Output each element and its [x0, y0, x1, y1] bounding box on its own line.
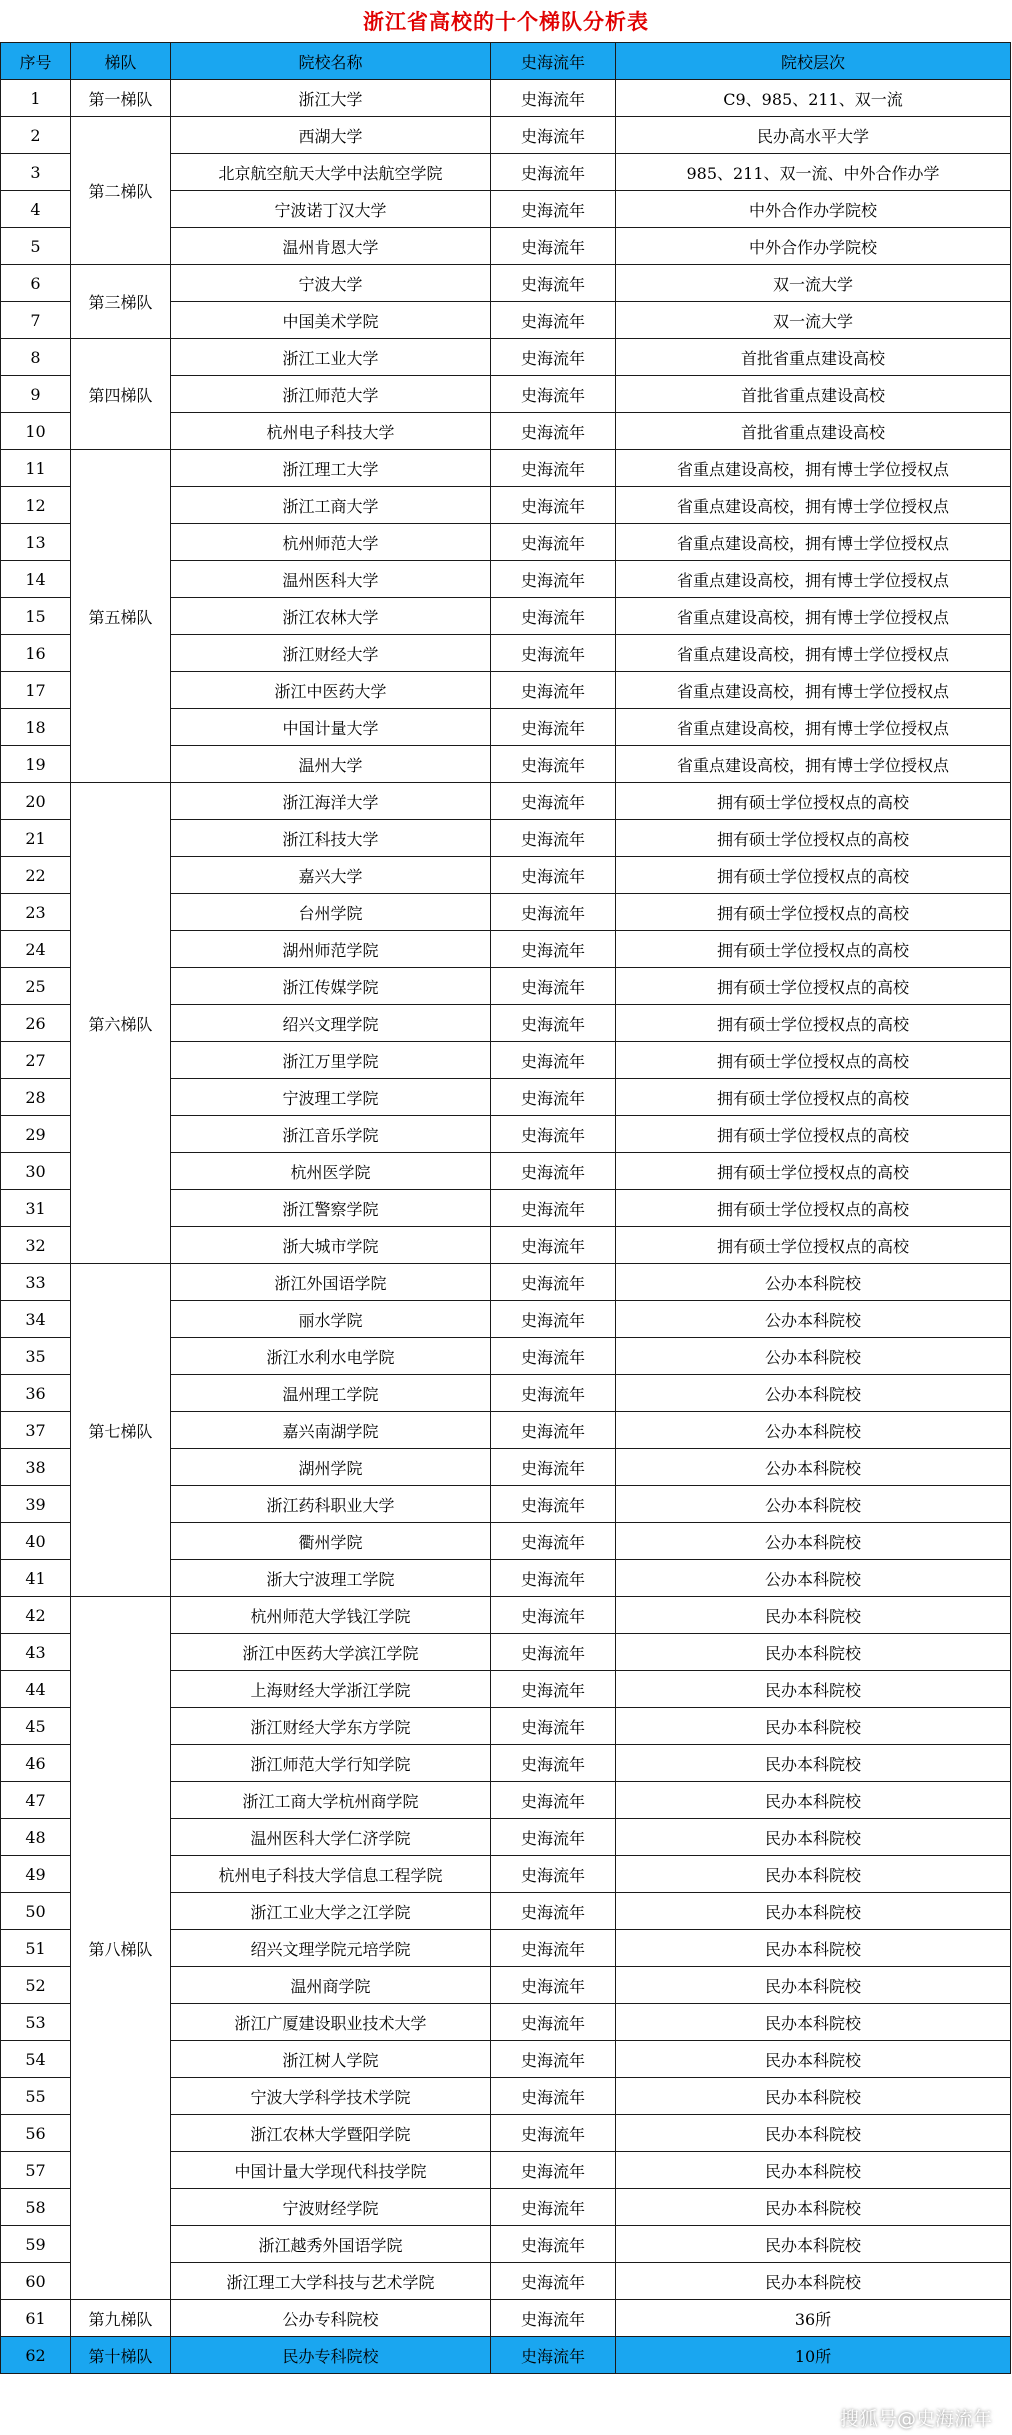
row-no-cell: 7: [1, 302, 71, 339]
row-no-cell: 6: [1, 265, 71, 302]
row-no-cell: 42: [1, 1597, 71, 1634]
row-no-cell: 60: [1, 2263, 71, 2300]
school-level-cell: 拥有硕士学位授权点的高校: [616, 1042, 1011, 1079]
table-row: [1, 783, 1011, 820]
table-header: [1, 43, 1011, 80]
row-no-cell: 25: [1, 968, 71, 1005]
school-level-cell: 民办本科院校: [616, 2189, 1011, 2226]
school-level-cell: 省重点建设高校，拥有博士学位授权点: [616, 524, 1011, 561]
author-cell: 史海流年: [491, 1634, 616, 1671]
row-no-cell: 4: [1, 191, 71, 228]
school-level-cell: 首批省重点建设高校: [616, 339, 1011, 376]
school-level-cell: 公办本科院校: [616, 1560, 1011, 1597]
school-name-cell: 浙江师范大学行知学院: [171, 1745, 491, 1782]
school-level-cell: 民办本科院校: [616, 1634, 1011, 1671]
school-name-cell: 浙江海洋大学: [171, 783, 491, 820]
school-level-cell: 双一流大学: [616, 302, 1011, 339]
school-name-cell: 温州肯恩大学: [171, 228, 491, 265]
author-cell: 史海流年: [491, 1227, 616, 1264]
school-level-cell: 民办本科院校: [616, 2041, 1011, 2078]
row-no-cell: 62: [1, 2337, 71, 2374]
school-level-cell: 985、211、双一流、中外合作办学: [616, 154, 1011, 191]
author-cell: 史海流年: [491, 1782, 616, 1819]
author-cell: 史海流年: [491, 487, 616, 524]
row-no-cell: 50: [1, 1893, 71, 1930]
author-cell: 史海流年: [491, 746, 616, 783]
school-level-cell: 双一流大学: [616, 265, 1011, 302]
school-level-cell: 10所: [616, 2337, 1011, 2374]
author-cell: 史海流年: [491, 376, 616, 413]
author-cell: 史海流年: [491, 1153, 616, 1190]
row-no-cell: 1: [1, 80, 71, 117]
row-no-cell: 22: [1, 857, 71, 894]
page-title: 浙江省高校的十个梯队分析表: [363, 9, 649, 34]
table-row: [1, 339, 1011, 376]
school-name-cell: 西湖大学: [171, 117, 491, 154]
school-name-cell: 浙江警察学院: [171, 1190, 491, 1227]
school-level-cell: 公办本科院校: [616, 1523, 1011, 1560]
school-name-cell: 浙大城市学院: [171, 1227, 491, 1264]
school-name-cell: 浙江越秀外国语学院: [171, 2226, 491, 2263]
row-no-cell: 46: [1, 1745, 71, 1782]
author-cell: 史海流年: [491, 2152, 616, 2189]
row-no-cell: 12: [1, 487, 71, 524]
row-no-cell: 57: [1, 2152, 71, 2189]
author-cell: 史海流年: [491, 1301, 616, 1338]
school-name-cell: 绍兴文理学院: [171, 1005, 491, 1042]
school-name-cell: 温州理工学院: [171, 1375, 491, 1412]
school-name-cell: 宁波诺丁汉大学: [171, 191, 491, 228]
row-no-cell: 31: [1, 1190, 71, 1227]
school-name-cell: 温州商学院: [171, 1967, 491, 2004]
school-level-cell: 省重点建设高校，拥有博士学位授权点: [616, 635, 1011, 672]
row-no-cell: 32: [1, 1227, 71, 1264]
table-row: [1, 80, 1011, 117]
school-level-cell: 公办本科院校: [616, 1449, 1011, 1486]
row-no-cell: 55: [1, 2078, 71, 2115]
school-name-cell: 杭州电子科技大学: [171, 413, 491, 450]
school-name-cell: 浙江农林大学暨阳学院: [171, 2115, 491, 2152]
school-name-cell: 浙江药科职业大学: [171, 1486, 491, 1523]
row-no-cell: 35: [1, 1338, 71, 1375]
school-name-cell: 北京航空航天大学中法航空学院: [171, 154, 491, 191]
school-level-cell: 拥有硕士学位授权点的高校: [616, 857, 1011, 894]
header-level: 院校层次: [616, 43, 1011, 80]
school-name-cell: 浙江外国语学院: [171, 1264, 491, 1301]
school-level-cell: C9、985、211、双一流: [616, 80, 1011, 117]
author-cell: 史海流年: [491, 1042, 616, 1079]
author-cell: 史海流年: [491, 1338, 616, 1375]
school-name-cell: 杭州医学院: [171, 1153, 491, 1190]
school-level-cell: 首批省重点建设高校: [616, 413, 1011, 450]
author-cell: 史海流年: [491, 2263, 616, 2300]
author-cell: 史海流年: [491, 1079, 616, 1116]
author-cell: 史海流年: [491, 1005, 616, 1042]
author-cell: 史海流年: [491, 2078, 616, 2115]
school-level-cell: 省重点建设高校，拥有博士学位授权点: [616, 561, 1011, 598]
school-level-cell: 公办本科院校: [616, 1375, 1011, 1412]
school-name-cell: 湖州师范学院: [171, 931, 491, 968]
author-cell: 史海流年: [491, 413, 616, 450]
school-level-cell: 民办本科院校: [616, 2115, 1011, 2152]
school-name-cell: 宁波大学: [171, 265, 491, 302]
school-name-cell: 浙江万里学院: [171, 1042, 491, 1079]
row-no-cell: 39: [1, 1486, 71, 1523]
author-cell: 史海流年: [491, 339, 616, 376]
school-level-cell: 公办本科院校: [616, 1264, 1011, 1301]
author-cell: 史海流年: [491, 191, 616, 228]
author-cell: 史海流年: [491, 1116, 616, 1153]
row-no-cell: 33: [1, 1264, 71, 1301]
school-name-cell: 浙江工商大学杭州商学院: [171, 1782, 491, 1819]
school-name-cell: 浙江中医药大学: [171, 672, 491, 709]
school-level-cell: 民办本科院校: [616, 1856, 1011, 1893]
author-cell: 史海流年: [491, 598, 616, 635]
school-level-cell: 拥有硕士学位授权点的高校: [616, 1079, 1011, 1116]
row-no-cell: 34: [1, 1301, 71, 1338]
row-no-cell: 9: [1, 376, 71, 413]
tier-cell: 第二梯队: [71, 117, 171, 265]
row-no-cell: 5: [1, 228, 71, 265]
school-level-cell: 公办本科院校: [616, 1338, 1011, 1375]
row-no-cell: 27: [1, 1042, 71, 1079]
school-name-cell: 中国美术学院: [171, 302, 491, 339]
row-no-cell: 3: [1, 154, 71, 191]
row-no-cell: 13: [1, 524, 71, 561]
author-cell: 史海流年: [491, 2337, 616, 2374]
school-level-cell: 民办本科院校: [616, 1708, 1011, 1745]
school-name-cell: 浙江财经大学: [171, 635, 491, 672]
tier-cell: 第十梯队: [71, 2337, 171, 2374]
author-cell: 史海流年: [491, 1597, 616, 1634]
school-name-cell: 绍兴文理学院元培学院: [171, 1930, 491, 1967]
row-no-cell: 52: [1, 1967, 71, 2004]
author-cell: 史海流年: [491, 561, 616, 598]
row-no-cell: 8: [1, 339, 71, 376]
school-level-cell: 民办高水平大学: [616, 117, 1011, 154]
table-row: [1, 1264, 1011, 1301]
school-level-cell: 拥有硕士学位授权点的高校: [616, 931, 1011, 968]
school-name-cell: 宁波大学科学技术学院: [171, 2078, 491, 2115]
school-name-cell: 中国计量大学: [171, 709, 491, 746]
author-cell: 史海流年: [491, 265, 616, 302]
watermark: 搜狐号@史海流年: [839, 2408, 992, 2430]
row-no-cell: 26: [1, 1005, 71, 1042]
school-name-cell: 浙江工业大学之江学院: [171, 1893, 491, 1930]
school-level-cell: 公办本科院校: [616, 1412, 1011, 1449]
school-name-cell: 浙江大学: [171, 80, 491, 117]
author-cell: 史海流年: [491, 2226, 616, 2263]
school-level-cell: 公办本科院校: [616, 1486, 1011, 1523]
author-cell: 史海流年: [491, 894, 616, 931]
tier-cell: 第六梯队: [71, 783, 171, 1264]
tier-cell: 第九梯队: [71, 2300, 171, 2337]
author-cell: 史海流年: [491, 1671, 616, 1708]
school-name-cell: 中国计量大学现代科技学院: [171, 2152, 491, 2189]
school-name-cell: 丽水学院: [171, 1301, 491, 1338]
school-level-cell: 拥有硕士学位授权点的高校: [616, 783, 1011, 820]
row-no-cell: 11: [1, 450, 71, 487]
author-cell: 史海流年: [491, 1745, 616, 1782]
school-name-cell: 嘉兴南湖学院: [171, 1412, 491, 1449]
row-no-cell: 20: [1, 783, 71, 820]
school-level-cell: 省重点建设高校，拥有博士学位授权点: [616, 487, 1011, 524]
school-name-cell: 浙江工商大学: [171, 487, 491, 524]
author-cell: 史海流年: [491, 1819, 616, 1856]
school-level-cell: 民办本科院校: [616, 2004, 1011, 2041]
row-no-cell: 16: [1, 635, 71, 672]
author-cell: 史海流年: [491, 931, 616, 968]
author-cell: 史海流年: [491, 1412, 616, 1449]
school-name-cell: 浙江水利水电学院: [171, 1338, 491, 1375]
row-no-cell: 56: [1, 2115, 71, 2152]
school-level-cell: 省重点建设高校，拥有博士学位授权点: [616, 450, 1011, 487]
school-level-cell: 拥有硕士学位授权点的高校: [616, 1005, 1011, 1042]
school-level-cell: 省重点建设高校，拥有博士学位授权点: [616, 709, 1011, 746]
author-cell: 史海流年: [491, 2115, 616, 2152]
row-no-cell: 30: [1, 1153, 71, 1190]
school-level-cell: 民办本科院校: [616, 2152, 1011, 2189]
school-level-cell: 民办本科院校: [616, 1819, 1011, 1856]
row-no-cell: 54: [1, 2041, 71, 2078]
school-level-cell: 民办本科院校: [616, 2263, 1011, 2300]
row-no-cell: 61: [1, 2300, 71, 2337]
row-no-cell: 29: [1, 1116, 71, 1153]
tier-cell: 第一梯队: [71, 80, 171, 117]
row-no-cell: 19: [1, 746, 71, 783]
table-row: [1, 265, 1011, 302]
row-no-cell: 15: [1, 598, 71, 635]
author-cell: 史海流年: [491, 450, 616, 487]
school-name-cell: 宁波理工学院: [171, 1079, 491, 1116]
author-cell: 史海流年: [491, 1190, 616, 1227]
row-no-cell: 21: [1, 820, 71, 857]
row-no-cell: 18: [1, 709, 71, 746]
tier-cell: 第七梯队: [71, 1264, 171, 1597]
row-no-cell: 43: [1, 1634, 71, 1671]
table-row: [1, 450, 1011, 487]
school-name-cell: 浙江音乐学院: [171, 1116, 491, 1153]
row-no-cell: 17: [1, 672, 71, 709]
row-no-cell: 49: [1, 1856, 71, 1893]
author-cell: 史海流年: [491, 1967, 616, 2004]
school-name-cell: 杭州师范大学钱江学院: [171, 1597, 491, 1634]
table-row: [1, 2300, 1011, 2337]
header-tier: 梯队: [71, 43, 171, 80]
school-name-cell: 浙江传媒学院: [171, 968, 491, 1005]
school-level-cell: 民办本科院校: [616, 1597, 1011, 1634]
tier-cell: 第五梯队: [71, 450, 171, 783]
row-no-cell: 28: [1, 1079, 71, 1116]
row-no-cell: 51: [1, 1930, 71, 1967]
author-cell: 史海流年: [491, 154, 616, 191]
row-no-cell: 44: [1, 1671, 71, 1708]
row-no-cell: 37: [1, 1412, 71, 1449]
row-no-cell: 36: [1, 1375, 71, 1412]
author-cell: 史海流年: [491, 857, 616, 894]
table-body: [1, 80, 1011, 2374]
author-cell: 史海流年: [491, 1486, 616, 1523]
row-no-cell: 10: [1, 413, 71, 450]
row-no-cell: 40: [1, 1523, 71, 1560]
school-name-cell: 浙江树人学院: [171, 2041, 491, 2078]
school-name-cell: 浙江农林大学: [171, 598, 491, 635]
school-level-cell: 民办本科院校: [616, 1745, 1011, 1782]
row-no-cell: 59: [1, 2226, 71, 2263]
school-level-cell: 中外合作办学院校: [616, 191, 1011, 228]
school-name-cell: 温州大学: [171, 746, 491, 783]
school-level-cell: 拥有硕士学位授权点的高校: [616, 968, 1011, 1005]
author-cell: 史海流年: [491, 1375, 616, 1412]
tier-table: [0, 42, 1011, 2374]
author-cell: 史海流年: [491, 783, 616, 820]
author-cell: 史海流年: [491, 2004, 616, 2041]
author-cell: 史海流年: [491, 1264, 616, 1301]
author-cell: 史海流年: [491, 2189, 616, 2226]
table-row: [1, 2337, 1011, 2374]
school-level-cell: 省重点建设高校，拥有博士学位授权点: [616, 746, 1011, 783]
school-name-cell: 宁波财经学院: [171, 2189, 491, 2226]
school-level-cell: 拥有硕士学位授权点的高校: [616, 820, 1011, 857]
author-cell: 史海流年: [491, 1893, 616, 1930]
row-no-cell: 45: [1, 1708, 71, 1745]
school-level-cell: 拥有硕士学位授权点的高校: [616, 894, 1011, 931]
school-level-cell: 民办本科院校: [616, 1782, 1011, 1819]
table-row: [1, 117, 1011, 154]
row-no-cell: 48: [1, 1819, 71, 1856]
author-cell: 史海流年: [491, 709, 616, 746]
school-name-cell: 浙江科技大学: [171, 820, 491, 857]
row-no-cell: 58: [1, 2189, 71, 2226]
row-no-cell: 41: [1, 1560, 71, 1597]
school-name-cell: 浙大宁波理工学院: [171, 1560, 491, 1597]
school-name-cell: 浙江师范大学: [171, 376, 491, 413]
school-level-cell: 首批省重点建设高校: [616, 376, 1011, 413]
school-level-cell: 民办本科院校: [616, 1930, 1011, 1967]
header-no: 序号: [1, 43, 71, 80]
school-name-cell: 衢州学院: [171, 1523, 491, 1560]
school-name-cell: 浙江工业大学: [171, 339, 491, 376]
school-name-cell: 杭州师范大学: [171, 524, 491, 561]
row-no-cell: 47: [1, 1782, 71, 1819]
school-level-cell: 拥有硕士学位授权点的高校: [616, 1190, 1011, 1227]
school-name-cell: 浙江中医药大学滨江学院: [171, 1634, 491, 1671]
school-level-cell: 民办本科院校: [616, 1893, 1011, 1930]
row-no-cell: 24: [1, 931, 71, 968]
school-level-cell: 拥有硕士学位授权点的高校: [616, 1227, 1011, 1264]
header-school: 院校名称: [171, 43, 491, 80]
row-no-cell: 53: [1, 2004, 71, 2041]
school-level-cell: 民办本科院校: [616, 1671, 1011, 1708]
author-cell: 史海流年: [491, 672, 616, 709]
school-name-cell: 公办专科院校: [171, 2300, 491, 2337]
author-cell: 史海流年: [491, 524, 616, 561]
school-level-cell: 民办本科院校: [616, 1967, 1011, 2004]
header-row: [1, 43, 1011, 80]
school-name-cell: 上海财经大学浙江学院: [171, 1671, 491, 1708]
author-cell: 史海流年: [491, 1856, 616, 1893]
school-level-cell: 公办本科院校: [616, 1301, 1011, 1338]
author-cell: 史海流年: [491, 1930, 616, 1967]
tier-cell: 第三梯队: [71, 265, 171, 339]
author-cell: 史海流年: [491, 228, 616, 265]
author-cell: 史海流年: [491, 1708, 616, 1745]
author-cell: 史海流年: [491, 2300, 616, 2337]
school-level-cell: 36所: [616, 2300, 1011, 2337]
author-cell: 史海流年: [491, 2041, 616, 2078]
author-cell: 史海流年: [491, 302, 616, 339]
school-name-cell: 浙江广厦建设职业技术大学: [171, 2004, 491, 2041]
author-cell: 史海流年: [491, 117, 616, 154]
row-no-cell: 38: [1, 1449, 71, 1486]
tier-cell: 第四梯队: [71, 339, 171, 450]
school-name-cell: 台州学院: [171, 894, 491, 931]
author-cell: 史海流年: [491, 968, 616, 1005]
author-cell: 史海流年: [491, 1523, 616, 1560]
school-name-cell: 嘉兴大学: [171, 857, 491, 894]
row-no-cell: 23: [1, 894, 71, 931]
header-author: 史海流年: [491, 43, 616, 80]
school-level-cell: 省重点建设高校，拥有博士学位授权点: [616, 598, 1011, 635]
school-level-cell: 省重点建设高校，拥有博士学位授权点: [616, 672, 1011, 709]
school-level-cell: 中外合作办学院校: [616, 228, 1011, 265]
author-cell: 史海流年: [491, 820, 616, 857]
row-no-cell: 2: [1, 117, 71, 154]
author-cell: 史海流年: [491, 635, 616, 672]
school-name-cell: 浙江理工大学: [171, 450, 491, 487]
tier-cell: 第八梯队: [71, 1597, 171, 2300]
school-name-cell: 浙江理工大学科技与艺术学院: [171, 2263, 491, 2300]
school-name-cell: 民办专科院校: [171, 2337, 491, 2374]
author-cell: 史海流年: [491, 1449, 616, 1486]
school-level-cell: 拥有硕士学位授权点的高校: [616, 1153, 1011, 1190]
school-level-cell: 拥有硕士学位授权点的高校: [616, 1116, 1011, 1153]
school-name-cell: 温州医科大学: [171, 561, 491, 598]
row-no-cell: 14: [1, 561, 71, 598]
author-cell: 史海流年: [491, 80, 616, 117]
school-level-cell: 民办本科院校: [616, 2078, 1011, 2115]
school-name-cell: 湖州学院: [171, 1449, 491, 1486]
school-name-cell: 浙江财经大学东方学院: [171, 1708, 491, 1745]
school-name-cell: 杭州电子科技大学信息工程学院: [171, 1856, 491, 1893]
school-name-cell: 温州医科大学仁济学院: [171, 1819, 491, 1856]
author-cell: 史海流年: [491, 1560, 616, 1597]
table-row: [1, 1597, 1011, 1634]
school-level-cell: 民办本科院校: [616, 2226, 1011, 2263]
